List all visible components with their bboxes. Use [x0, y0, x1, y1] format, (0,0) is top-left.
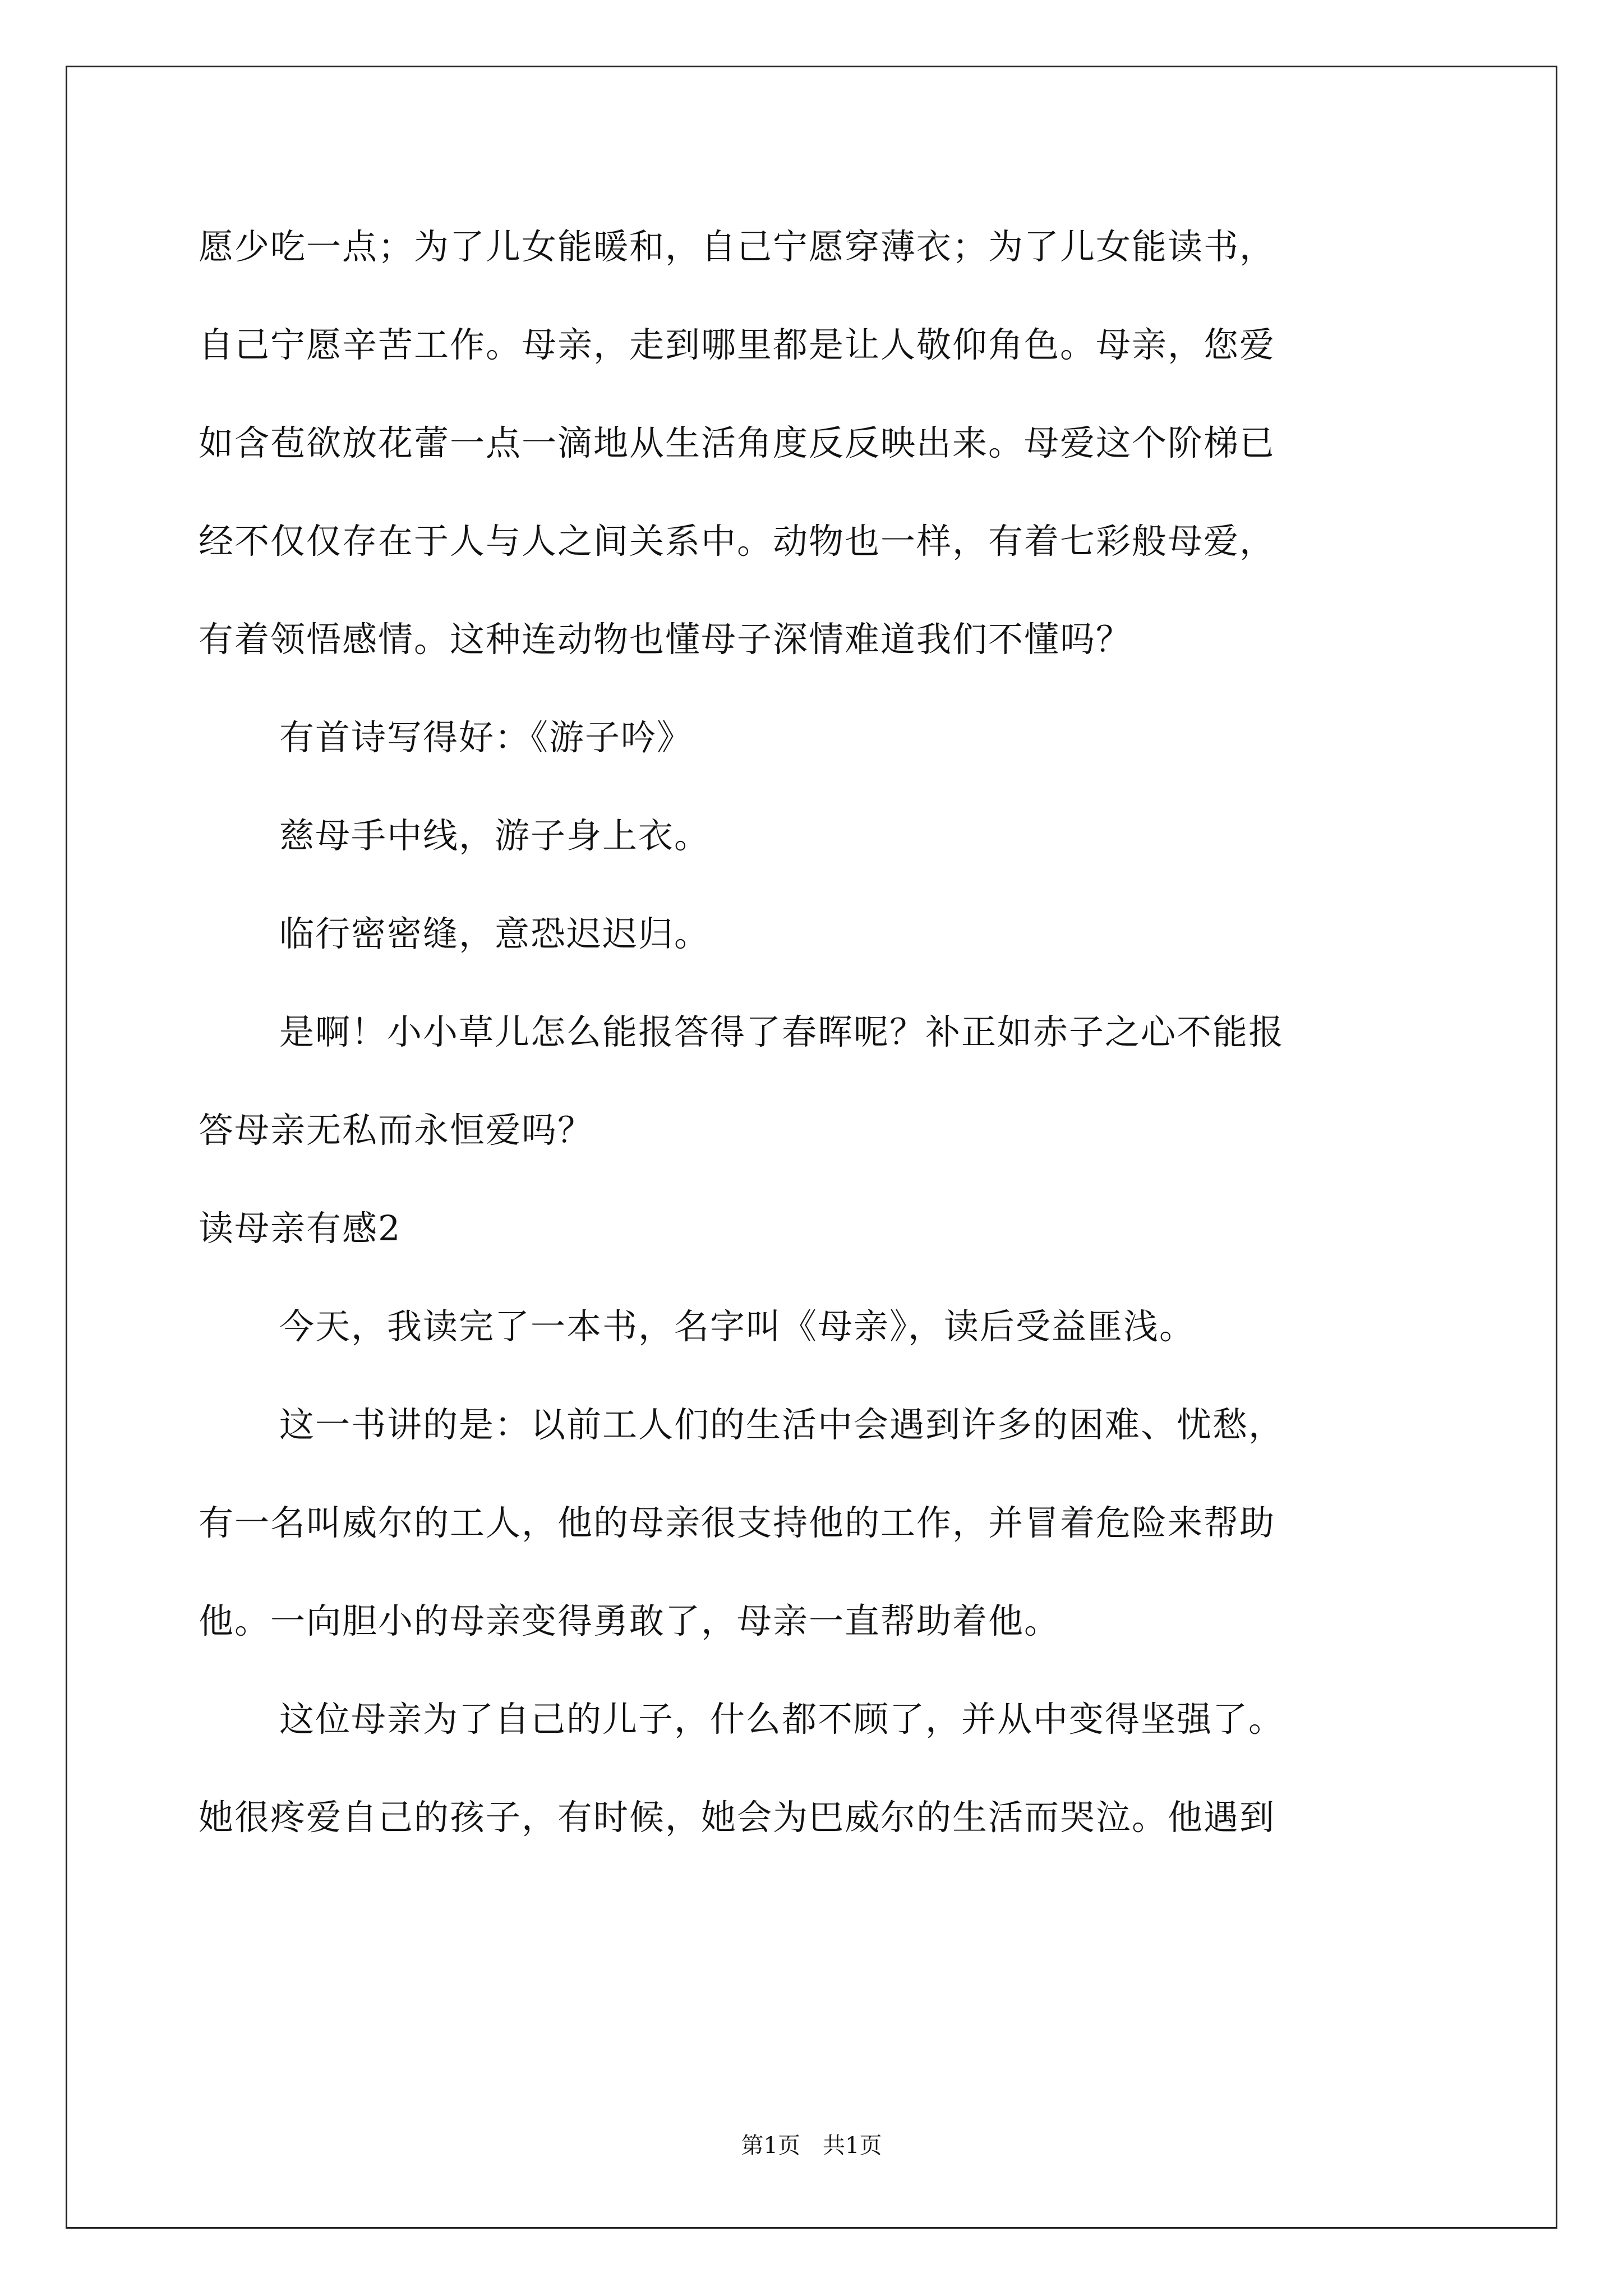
body-line: 有着领悟感情。这种连动物也懂母子深情难道我们不懂吗？ — [199, 619, 1132, 660]
body-line: 如含苞欲放花蕾一点一滴地从生活角度反反映出来。母爱这个阶梯已 — [199, 422, 1276, 463]
body-line: 她很疼爱自己的孩子，有时候，她会为巴威尔的生活而哭泣。他遇到 — [199, 1797, 1276, 1838]
body-line: 愿少吃一点；为了儿女能暖和，自己宁愿穿薄衣；为了儿女能读书， — [199, 226, 1276, 267]
body-line: 这一书讲的是：以前工人们的生活中会遇到许多的困难、忧愁， — [279, 1404, 1285, 1445]
body-line: 自己宁愿辛苦工作。母亲，走到哪里都是让人敬仰角色。母亲，您爱 — [199, 324, 1276, 365]
body-line: 是啊！小小草儿怎么能报答得了春晖呢？补正如赤子之心不能报 — [279, 1011, 1285, 1052]
body-line: 经不仅仅存在于人与人之间关系中。动物也一样，有着七彩般母爱， — [199, 521, 1276, 562]
body-line: 有一名叫威尔的工人，他的母亲很支持他的工作，并冒着危险来帮助 — [199, 1502, 1276, 1543]
section-heading: 读母亲有感2 — [199, 1208, 402, 1249]
body-line: 有首诗写得好：《游子吟》 — [279, 717, 693, 758]
body-line: 他。一向胆小的母亲变得勇敢了，母亲一直帮助着他。 — [199, 1600, 1061, 1641]
page-footer: 第1页 共1页 — [741, 2133, 882, 2159]
body-line: 今天，我读完了一本书，名字叫《母亲》，读后受益匪浅。 — [279, 1306, 1196, 1347]
poem-line: 慈母手中线，游子身上衣。 — [279, 815, 711, 856]
body-line: 答母亲无私而永恒爱吗？ — [199, 1110, 594, 1151]
poem-line: 临行密密缝，意恐迟迟归。 — [279, 913, 711, 954]
body-line: 这位母亲为了自己的儿子，什么都不顾了，并从中变得坚强了。 — [279, 1699, 1285, 1740]
